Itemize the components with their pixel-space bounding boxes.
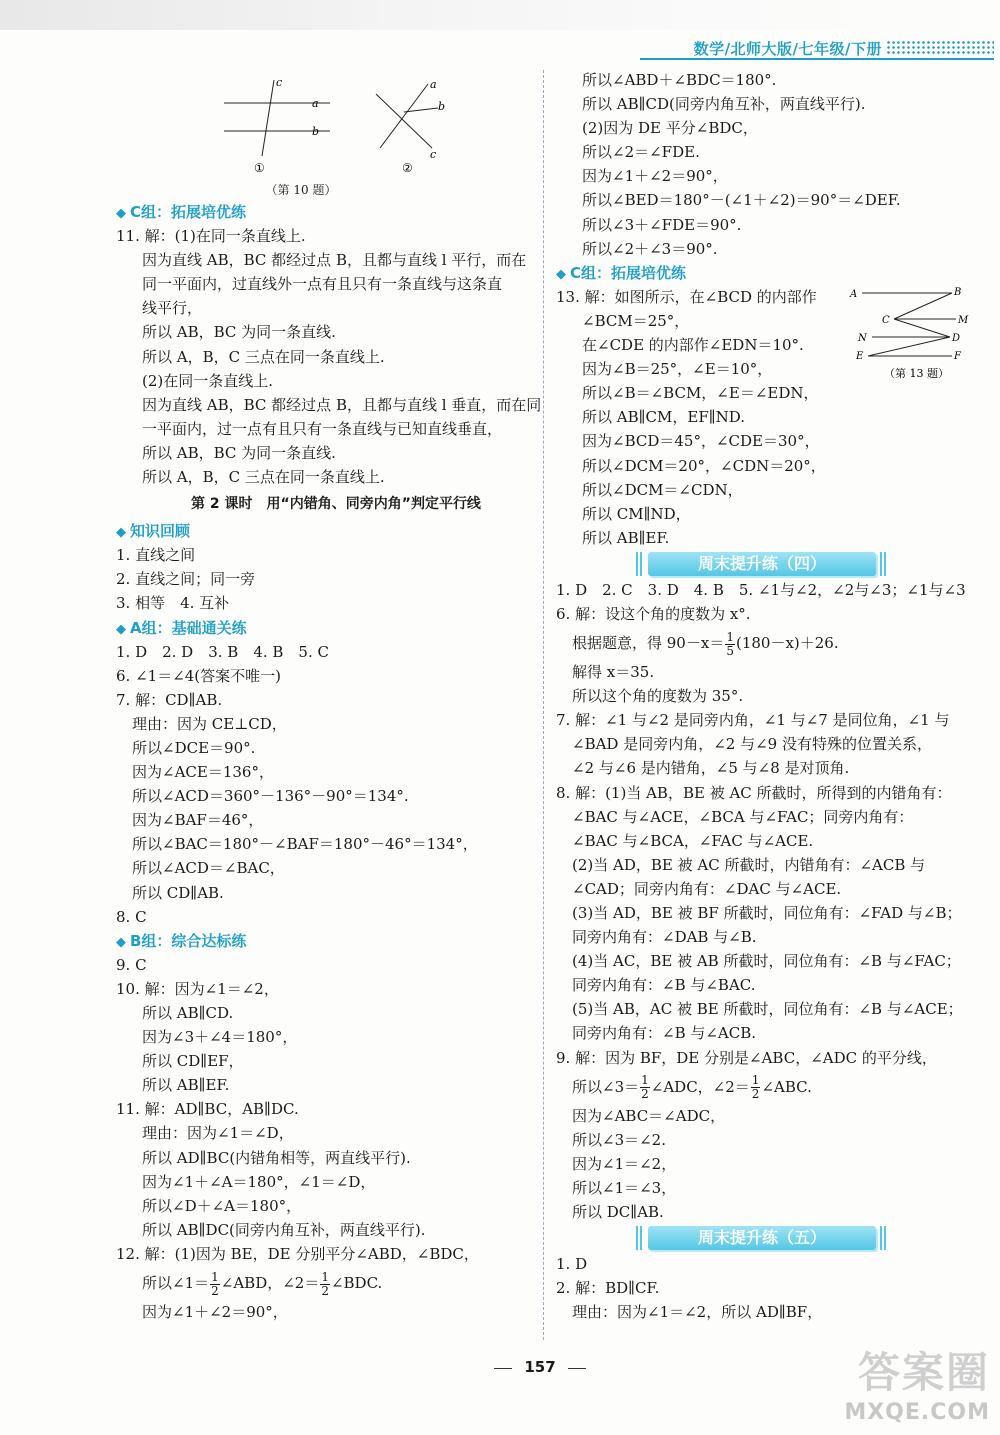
scan-top-band	[0, 0, 1000, 30]
text-line: 11. 解：AD∥BC，AB∥DC.	[116, 1100, 299, 1119]
text-line: 所以 AB∥CD(同旁内角互补，两直线平行).	[582, 95, 866, 114]
figure-10-caption: （第 10 题）	[265, 183, 337, 197]
svg-text:（第 13 题）: （第 13 题）	[884, 366, 949, 380]
answer-11	[116, 224, 542, 489]
svg-text:c: c	[430, 148, 437, 161]
watermark-brand: 答案圈	[857, 1348, 990, 1397]
text-line: (5)当 AB，AC 被 BE 所截时，同位角有：∠B 与∠ACE；	[572, 1000, 963, 1019]
text-line: 所以 A，B，C 三点在同一条直线上.	[142, 347, 385, 366]
text-line: 9. C	[116, 955, 147, 974]
diamond-icon: ◆	[116, 525, 126, 541]
text-line: 8. C	[116, 907, 147, 926]
text-line: ∠BAC 与∠ACE，∠BCA 与∠FAC；同旁内角有：	[572, 807, 914, 826]
svg-text:D: D	[952, 332, 961, 344]
text-line: 因为∠BCD＝45°，∠CDE＝30°，	[582, 432, 820, 451]
column-divider	[543, 70, 544, 1340]
right-column	[556, 68, 976, 1324]
text-line: ∠2 与∠6 是内错角，∠5 与∠8 是对顶角.	[572, 759, 850, 778]
header-rule	[640, 58, 994, 60]
watermark-url: MXQE.COM	[844, 1400, 990, 1425]
text-line: 因为直线 AB，BC 都经过点 B，且都与直线 l 平行，而在	[142, 251, 527, 270]
svg-text:②: ②	[402, 161, 413, 175]
text-line: (4)当 AC，BE 被 AB 所截时，同位角有：∠B 与∠FAC；	[572, 952, 961, 971]
text-line: 所以 AB∥EF.	[582, 528, 670, 547]
text-line: ∠BAC 与∠BCA，∠FAC 与∠ACE.	[572, 831, 814, 850]
text-line: 11. 解：(1)在同一条直线上.	[116, 227, 306, 246]
text-line: 同旁内角有：∠B 与∠ACB.	[572, 1024, 757, 1043]
banner-title: 周末提升练（四）	[648, 552, 876, 576]
text-line: 1. D 2. C 3. D 4. B 5. ∠1与∠2，∠2与∠3；∠1与∠3	[556, 580, 966, 599]
text-line: 因为直线 AB，BC 都经过点 B，且都与直线 l 垂直，而在同	[142, 395, 542, 414]
text-line: 因为∠1＝∠2，	[572, 1154, 677, 1173]
text-line: 所以∠3＝∠2.	[572, 1130, 666, 1149]
text-line: 所以∠ACD＝360°－136°－90°＝134°.	[132, 787, 409, 806]
text-line: 10. 解：因为∠1＝∠2，	[116, 979, 279, 998]
figure-13-diagram	[848, 285, 976, 395]
text-line: 所以∠2＋∠3＝90°.	[582, 239, 718, 258]
fraction: $\frac{1}{2}$	[211, 1269, 219, 1298]
text-line: 因为∠ABC＝∠ADC，	[572, 1106, 726, 1125]
text-line: 所以∠B＝∠BCM，∠E＝∠EDN，	[582, 384, 819, 403]
text-line: 所以 AB，BC 为同一条直线.	[142, 443, 336, 462]
fraction: $\frac{1}{2}$	[321, 1269, 329, 1298]
text-line: 所以∠DCM＝20°，∠CDN＝20°，	[582, 456, 826, 475]
text-line: 1. D	[556, 1255, 588, 1274]
diamond-icon: ◆	[116, 934, 126, 950]
svg-text:N: N	[858, 332, 867, 344]
diamond-icon: ◆	[556, 266, 566, 282]
section-heading-b: ◆ B组：综合达标练	[116, 929, 536, 953]
text-line: (3)当 AD，BE 被 BF 所截时，同位角有：∠FAD 与∠B；	[572, 904, 962, 922]
text-line: 所以∠ACD＝∠BAC，	[132, 859, 285, 878]
text-line: 7. 解：∠1 与∠2 是同旁内角，∠1 与∠7 是同位角，∠1 与	[556, 711, 950, 730]
svg-text:a: a	[430, 78, 437, 91]
text-line: 所以∠ABD＋∠BDC＝180°.	[582, 71, 777, 89]
text-line: 因为∠1＋∠A＝180°，∠1＝∠D，	[142, 1172, 376, 1191]
running-header: 数学/北师大版/七年级/下册	[693, 40, 882, 58]
page-number: 157	[500, 1358, 580, 1376]
text-line: 解得 x＝35.	[572, 663, 655, 682]
text-line: 2. 直线之间；同一旁	[116, 570, 256, 589]
svg-text:C: C	[882, 314, 890, 326]
banner-stripes	[880, 1226, 888, 1250]
text-line: 6. 解：设这个角的度数为 x°.	[556, 604, 751, 623]
diamond-icon: ◆	[116, 206, 126, 221]
svg-text:①: ①	[254, 161, 265, 175]
text-line: 所以 AB，BC 为同一条直线.	[142, 323, 336, 342]
svg-text:A: A	[850, 288, 858, 300]
text-line: 因为∠1＋∠2＝90°，	[582, 167, 728, 186]
svg-text:F: F	[954, 350, 961, 362]
figure-10	[116, 68, 536, 180]
section-heading-c: ◆ C组：拓展培优练	[556, 261, 976, 285]
text-line: 所以 AB∥EF.	[142, 1076, 230, 1095]
fraction: $\frac{1}{5}$	[726, 629, 734, 658]
text-line: (2)在同一条直线上.	[142, 371, 274, 390]
header-dot-pattern	[886, 40, 994, 56]
text-line: 所以∠D＋∠A＝180°，	[142, 1196, 302, 1215]
text-line: 所以这个角的度数为 35°.	[572, 687, 744, 706]
text-line: 因为∠BAF＝46°，	[132, 811, 264, 830]
banner-stripes	[636, 1226, 644, 1250]
text-line: ∠BAD 是同旁内角，∠2 与∠9 没有特殊的位置关系，	[572, 735, 932, 754]
text-line: ∠BCM＝25°，	[582, 311, 690, 330]
text-line: 所以 A，B，C 三点在同一条直线上.	[142, 468, 385, 487]
svg-text:b: b	[438, 100, 446, 113]
text-line: 所以∠BAC＝180°－∠BAF＝180°－46°＝134°，	[132, 835, 478, 854]
text-line: 所以∠3＋∠FDE＝90°.	[582, 215, 742, 234]
text-line: 理由：因为∠1＝∠2，所以 AD∥BF，	[572, 1303, 823, 1322]
text-line: 因为∠ACE＝136°，	[132, 763, 274, 782]
text-line: ∠CAD；同旁内角有：∠DAC 与∠ACE.	[572, 879, 842, 898]
text-line: 因为∠B＝25°，∠E＝10°，	[582, 360, 773, 379]
text-line: 线平行，	[142, 299, 203, 318]
banner-week-4	[556, 550, 976, 578]
banner-stripes	[880, 552, 888, 576]
fraction-line: 根据题意，得 90－x＝ $\frac{1}{5}$ (180－x)＋26.	[572, 629, 839, 658]
text-line: 8. 解：(1)当 AB，BE 被 AC 所截时，所得到的内错角有：	[556, 783, 952, 802]
banner-stripes	[636, 552, 644, 576]
text-line: 7. 解：CD∥AB.	[116, 690, 223, 709]
text-line: 所以 AD∥BC(内错角相等，两直线平行).	[142, 1148, 411, 1167]
text-line: 所以 CM∥ND，	[582, 504, 691, 523]
text-line: 所以 CD∥EF，	[142, 1052, 244, 1071]
text-line: 6. ∠1＝∠4(答案不唯一)	[116, 666, 282, 685]
svg-text:b: b	[312, 125, 320, 138]
text-line: 一平面内，过一点有且只有一条直线与已知直线垂直，	[142, 419, 503, 438]
text-line: 所以∠DCE＝90°.	[132, 738, 256, 757]
fraction: $\frac{1}{2}$	[751, 1073, 760, 1102]
text-line: 所以 AB∥CM，EF∥ND.	[582, 408, 746, 427]
text-line: 2. 解：BD∥CF.	[556, 1279, 660, 1298]
text-line: 9. 解：因为 BF，DE 分别是∠ABC，∠ADC 的平分线，	[556, 1048, 937, 1067]
text-line: 在∠CDE 的内部作∠EDN＝10°.	[582, 336, 804, 355]
section-heading-review: ◆ 知识回顾	[116, 519, 536, 543]
diamond-icon: ◆	[116, 621, 126, 637]
lesson-title: 第 2 课时 用“内错角、同旁内角”判定平行线	[191, 496, 481, 513]
text-line: 所以 DC∥AB.	[572, 1203, 664, 1222]
text-line: 因为∠1＋∠2＝90°，	[142, 1303, 288, 1322]
fraction-line: 所以∠3＝ $\frac{1}{2}$ ∠ADC，∠2＝ $\frac{1}{2}$ ∠ABC.	[572, 1073, 812, 1102]
text-line: 1. 直线之间	[116, 546, 196, 565]
answer-13	[556, 285, 976, 550]
text-line: 所以 AB∥DC(同旁内角互补，两直线平行).	[142, 1220, 426, 1239]
text-line: 同旁内角有：∠DAB 与∠B.	[572, 928, 757, 947]
text-line: 1. D 2. D 3. B 4. B 5. C	[116, 642, 329, 661]
svg-text:c: c	[276, 76, 283, 89]
banner-week-5	[556, 1224, 976, 1252]
figure-13	[848, 285, 976, 395]
text-line: 所以∠1＝∠3，	[572, 1178, 677, 1197]
watermark-logo	[844, 1340, 990, 1425]
text-line: (2)因为 DE 平分∠BDC，	[582, 119, 758, 138]
text-line: 同旁内角有：∠B 与∠BAC.	[572, 976, 756, 995]
text-line: 3. 相等 4. 互补	[116, 594, 230, 613]
text-line: 理由：因为 CE⊥CD，	[132, 714, 287, 733]
svg-text:a: a	[312, 97, 319, 110]
text-line: 所以∠2＝∠FDE.	[582, 143, 700, 162]
section-heading-a: ◆ A组：基础通关练	[116, 616, 536, 640]
svg-text:E: E	[856, 350, 864, 362]
text-line: 12. 解：(1)因为 BE，DE 分别平分∠ABD，∠BDC，	[116, 1244, 479, 1263]
banner-title: 周末提升练（五）	[648, 1226, 876, 1250]
left-column	[116, 68, 542, 1324]
text-line: 13. 解：如图所示，在∠BCD 的内部作	[556, 287, 817, 306]
text-line: 所以∠DCM＝∠CDN，	[582, 480, 743, 499]
text-line: (2)当 AD，BE 被 AC 所截时，内错角有：∠ACB 与	[572, 855, 926, 874]
section-heading-c: ◆ C组：拓展培优练	[116, 200, 536, 224]
text-line: 所以 CD∥AB.	[132, 883, 224, 902]
figure-10-diagram	[116, 68, 536, 180]
fraction: $\frac{1}{2}$	[641, 1073, 649, 1102]
text-line: 因为∠3＋∠4＝180°，	[142, 1028, 298, 1047]
svg-text:M: M	[958, 314, 969, 326]
fraction-line: 所以∠1＝ $\frac{1}{2}$ ∠ABD，∠2＝ $\frac{1}{2}$ ∠BDC.	[142, 1269, 383, 1298]
text-line: 理由：因为∠1＝∠D，	[142, 1124, 294, 1143]
text-line: 同一平面内，过直线外一点有且只有一条直线与这条直	[142, 275, 503, 294]
text-line: 所以∠BED＝180°－(∠1＋∠2)＝90°＝∠DEF.	[582, 191, 901, 210]
svg-text:B: B	[954, 286, 962, 298]
text-line: 所以 AB∥CD.	[142, 1004, 234, 1022]
